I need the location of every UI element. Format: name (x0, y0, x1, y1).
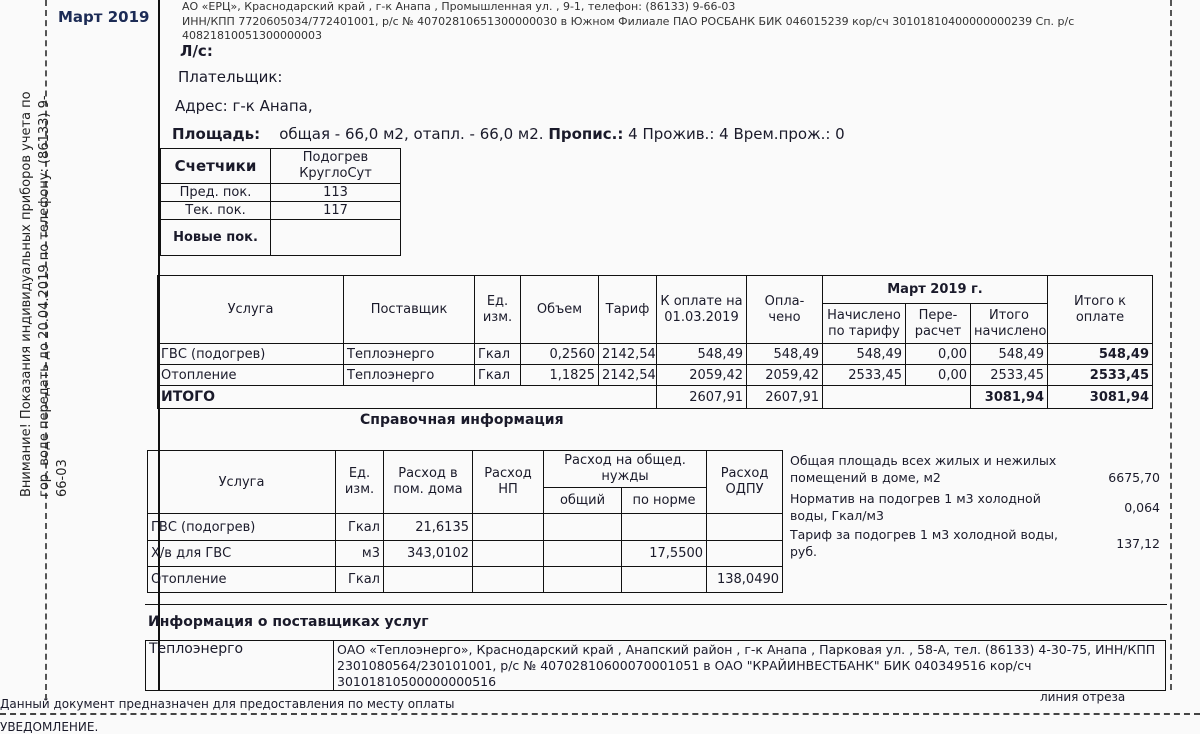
org-line: АО «ЕРЦ», Краснодарский край , г-к Анапа , Промышленная ул. , 9-1, телефон: (86133) 9-66-03 (182, 0, 736, 13)
total-row: ИТОГО 2607,91 2607,91 3081,94 3081,94 (158, 386, 1153, 409)
reference-title: Справочная информация (360, 412, 564, 428)
meters-table: Счетчики Подогрев КруглоСут Пред. пок. 113 Тек. пок. 117 Новые пок. (160, 148, 401, 256)
area-line: Площадь: общая - 66,0 м2, отапл. - 66,0 м2. Пропис.: 4 Прожив.: 4 Врем.прож.: 0 (172, 125, 845, 143)
table-row: ГВС (подогрев) Гкал 21,6135 (148, 514, 783, 541)
cut-line-horizontal (0, 713, 1200, 715)
side-notice: Внимание! Показания индивидуальных приборов учета по гор. воде передать до 20.04.2019 по телефону: (86133) 9-66-03 (19, 91, 70, 497)
notice-title: УВЕДОМЛЕНИЕ. (0, 720, 99, 734)
account-label: Л/с: (180, 42, 213, 60)
table-row: ГВС (подогрев) Теплоэнерго Гкал 0,2560 2142,54 548,49 548,49 548,49 0,00 548,49 548,49 (158, 344, 1153, 365)
charges-table: Услуга Поставщик Ед. изм. Объем Тариф К оплате на 01.03.2019 Опла- чено Март 2019 г. Итого к оплате Начислено по тарифу Пере- расчет Итого начислено ГВС (подогрев) Теплоэнерго Гкал 0,2560 2142,54 548,49 548,49 548,49 0,00 548,49 548,49 Отопление Теплоэнерго Гкал 1,1825 2142,54 2059,42 2059,42 2533,45 0,00 2533,45 2533,45 ИТОГО 2607,91 2607,91 3081,94 3081,94 (157, 275, 1153, 409)
address: Адрес: г-к Анапа, (175, 97, 313, 115)
suppliers-title: Информация о поставщиках услуг (148, 614, 429, 630)
footer-note: Данный документ предназначен для предоставления по месту оплаты (0, 697, 455, 711)
cut-line-right (1170, 0, 1172, 690)
table-row: Отопление Гкал 138,0490 (148, 567, 783, 593)
divider (145, 604, 1167, 605)
suppliers-table: Теплоэнерго ОАО «Теплоэнерго», Краснодарский край , Анапский район , г-к Анапа , Парковая ул. , 58-А, тел. (86133) 4-30-75, ИНН/КПП 2301080564/230101001, р/с № 40702810600070001051 в ОАО "КРАЙИНВЕСТБАНК" БИК 040349516 кор/сч 30101810500000000516 (145, 640, 1166, 691)
table-row: Х/в для ГВС м3 343,0102 17,5500 (148, 541, 783, 567)
period: Март 2019 (58, 8, 150, 26)
building-info: Общая площадь всех жилых и нежилых помещений в доме, м2 6675,70 Норматив на подогрев 1 м3 холодной воды, Гкал/м3 0,064 Тариф за подогрев 1 м3 холодной воды, руб. 137,12 (790, 453, 1160, 559)
bank-details: ИНН/КПП 7720605034/772401001, р/с № 40702810651300000030 в Южном Филиале ПАО РОСБАНК БИК 046015239 кор/сч 30101810400000000239 Сп. р/с 40821810051300000003 (182, 15, 1075, 42)
cut-line-label: линия отреза (1040, 690, 1126, 704)
new-reading-input[interactable] (271, 220, 401, 256)
table-row: Отопление Теплоэнерго Гкал 1,1825 2142,54 2059,42 2059,42 2533,45 0,00 2533,45 2533,45 (158, 365, 1153, 386)
reference-table: Услуга Ед. изм. Расход в пом. дома Расход НП Расход на общед. нужды Расход ОДПУ общий по норме ГВС (подогрев) Гкал 21,6135 Х/в для ГВС м3 343,0102 17,5500 Отопление Гкал 138,0490 (147, 450, 783, 593)
payer-label: Плательщик: (178, 68, 283, 86)
